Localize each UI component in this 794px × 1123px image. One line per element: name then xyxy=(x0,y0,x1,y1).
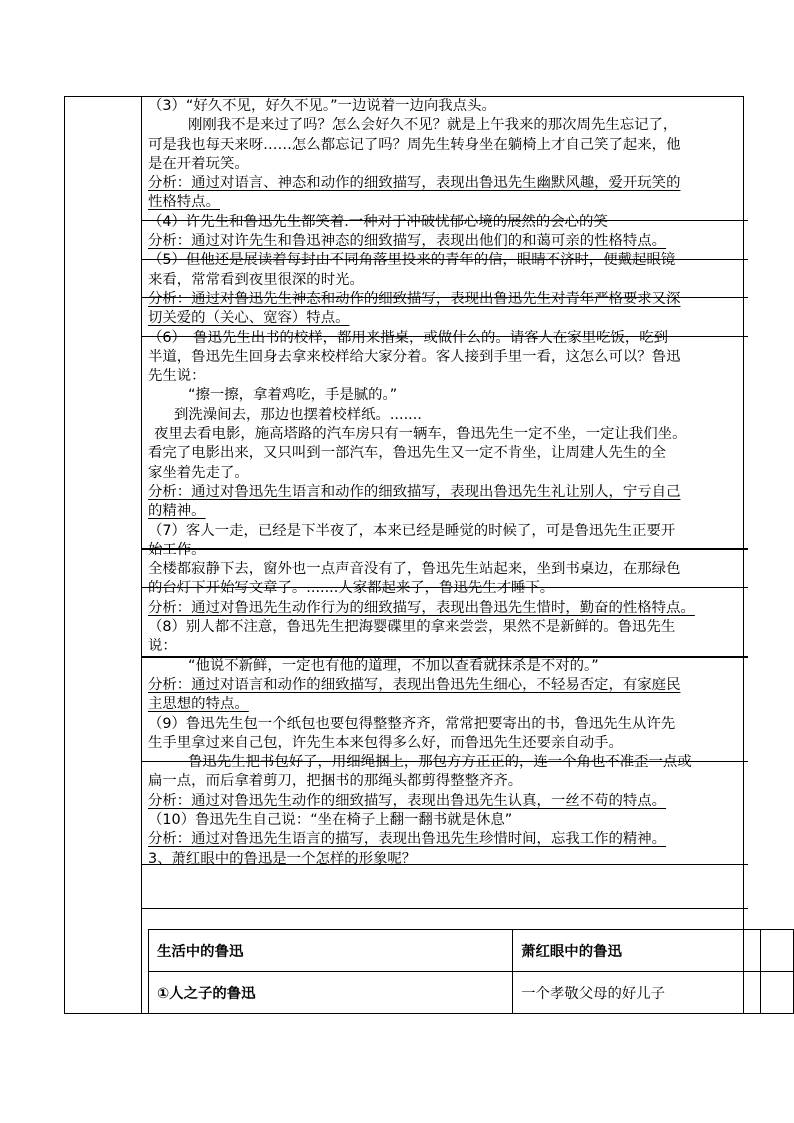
passage-line: （3）“好久不见，好久不见。”一边说着一边向我点头。 xyxy=(148,98,496,114)
luxun-image-table xyxy=(148,929,794,1014)
passage-line: 到洗澡间去，那边也摆着校样纸。....... xyxy=(174,406,422,423)
passage-line: （4）许先生和鲁迅先生都笑着.一种对于冲破忧郁心境的展然的会心的笑 xyxy=(148,213,608,230)
analysis-line: 性格特点。 xyxy=(148,194,220,211)
row-rule xyxy=(142,908,748,909)
analysis-line: 分析：通过对语言、神态和动作的细致描写，表现出鲁迅先生幽默风趣，爱开玩笑的 xyxy=(148,175,681,192)
passage-line: 半道，鲁迅先生回身去拿来校样给大家分着。客人接到手里一看，这怎么可以？鲁迅 xyxy=(148,348,681,365)
passage-line: （5）但他还是展读着每封由不同角落里投来的青年的信，眼睛不济时，便戴起眼镜 xyxy=(148,252,676,269)
passage-line: 来看，常常看到夜里很深的时光。 xyxy=(148,271,364,288)
passage-line: “擦一擦，拿着鸡吃，手是腻的。” xyxy=(188,387,398,404)
passage-line: 始工作。 xyxy=(148,541,206,558)
column-divider xyxy=(141,96,142,1014)
analysis-line: 分析：通过对鲁迅先生神态和动作的细致描写，表现出鲁迅先生对青年严格要求又深 xyxy=(148,290,681,307)
table-header-xiaohong: 萧红眼中的鲁迅 xyxy=(513,930,761,972)
passage-line: 可是我也每天来呀……怎么都忘记了吗？周先生转身坐在躺椅上才自己笑了起来，他 xyxy=(148,136,681,153)
table-cell-empty xyxy=(760,930,793,972)
analysis-line: 分析：通过对鲁迅先生动作行为的细致描写，表现出鲁迅先生惜时，勤奋的性格特点。 xyxy=(148,599,695,616)
table-header-life: 生活中的鲁迅 xyxy=(149,930,513,972)
passage-line: 看完了电影出来，又只叫到一部汽车，鲁迅先生又一定不肯坐，让周建人先生的全 xyxy=(148,445,667,462)
passage-line: （7）客人一走，已经是下半夜了，本来已经是睡觉的时候了，可是鲁迅先生正要开 xyxy=(148,522,676,539)
passage-line: 说： xyxy=(148,638,177,655)
analysis-line: 分析：通过对鲁迅先生语言的描写，表现出鲁迅先生珍惜时间，忘我工作的精神。 xyxy=(148,831,667,848)
question-line: 3、萧红眼中的鲁迅是一个怎样的形象呢？ xyxy=(148,850,417,867)
passage-line: 先生说： xyxy=(148,368,206,385)
passage-line: （10）鲁迅先生自己说：“坐在椅子上翻一翻书就是休息” xyxy=(148,811,513,828)
passage-line: 刚刚我不是来过了吗？怎么会好久不见？就是上午我来的那次周先生忘记了， xyxy=(188,117,678,134)
analysis-line: 的精神。 xyxy=(148,503,206,520)
analysis-line: 切关爱的（关心、宽容）特点。 xyxy=(148,310,350,327)
analysis-line: 主思想的特点。 xyxy=(148,696,249,713)
passage-line: （8）别人都不注意，鲁迅先生把海婴碟里的拿来尝尝，果然不是新鲜的。鲁迅先生 xyxy=(148,619,676,636)
passage-line: 全楼都寂静下去，窗外也一点声音没有了，鲁迅先生站起来，坐到书桌边，在那绿色 xyxy=(148,561,681,578)
passage-line: 生手里拿过来自己包，许先生本来包得多么好，而鲁迅先生还要亲自动手。 xyxy=(148,734,623,751)
passage-line: 是在开着玩笑。 xyxy=(148,155,249,172)
table-cell-son: ①人之子的鲁迅 xyxy=(149,972,513,1014)
passage-line: （6） 鲁迅先生出书的校样，都用来揩桌，或做什么的。请客人在家里吃饭，吃到 xyxy=(148,329,669,346)
table-cell-son-desc: 一个孝敬父母的好儿子 xyxy=(513,972,761,1014)
passage-line: 家坐着先走了。 xyxy=(148,464,249,481)
passage-line: 夜里去看电影，施高塔路的汽车房只有一辆车，鲁迅先生一定不坐，一定让我们坐。 xyxy=(154,426,687,443)
analysis-line: 分析：通过对语言和动作的细致描写，表现出鲁迅先生细心，不轻易否定，有家庭民 xyxy=(148,676,681,693)
analysis-line: 分析：通过对鲁迅先生动作的细致描写，表现出鲁迅先生认真，一丝不苟的特点。 xyxy=(148,792,667,809)
table-cell-empty xyxy=(760,972,793,1014)
passage-line: （9）鲁迅先生包一个纸包也要包得整整齐齐，常常把要寄出的书，鲁迅先生从许先 xyxy=(148,715,676,732)
analysis-line: 分析：通过对许先生和鲁迅神态的细致描写，表现出他们的和蔼可亲的性格特点。 xyxy=(148,233,667,250)
text-content xyxy=(148,97,744,869)
passage-line: 扁一点，而后拿着剪刀，把捆书的那绳头都剪得整整齐齐。 xyxy=(148,773,523,790)
passage-line: 鲁迅先生把书包好了，用细绳捆上，那包方方正正的，连一个角也不准歪一点或 xyxy=(188,754,692,771)
analysis-line: 分析：通过对鲁迅先生语言和动作的细致描写，表现出鲁迅先生礼让别人，宁亏自己 xyxy=(148,483,681,500)
passage-line: 的台灯下开始写文章了。.......人家都起来了，鲁迅先生才睡下。 xyxy=(148,580,555,597)
passage-line: “他说不新鲜，一定也有他的道理，不加以查看就抹杀是不对的。” xyxy=(188,657,599,674)
